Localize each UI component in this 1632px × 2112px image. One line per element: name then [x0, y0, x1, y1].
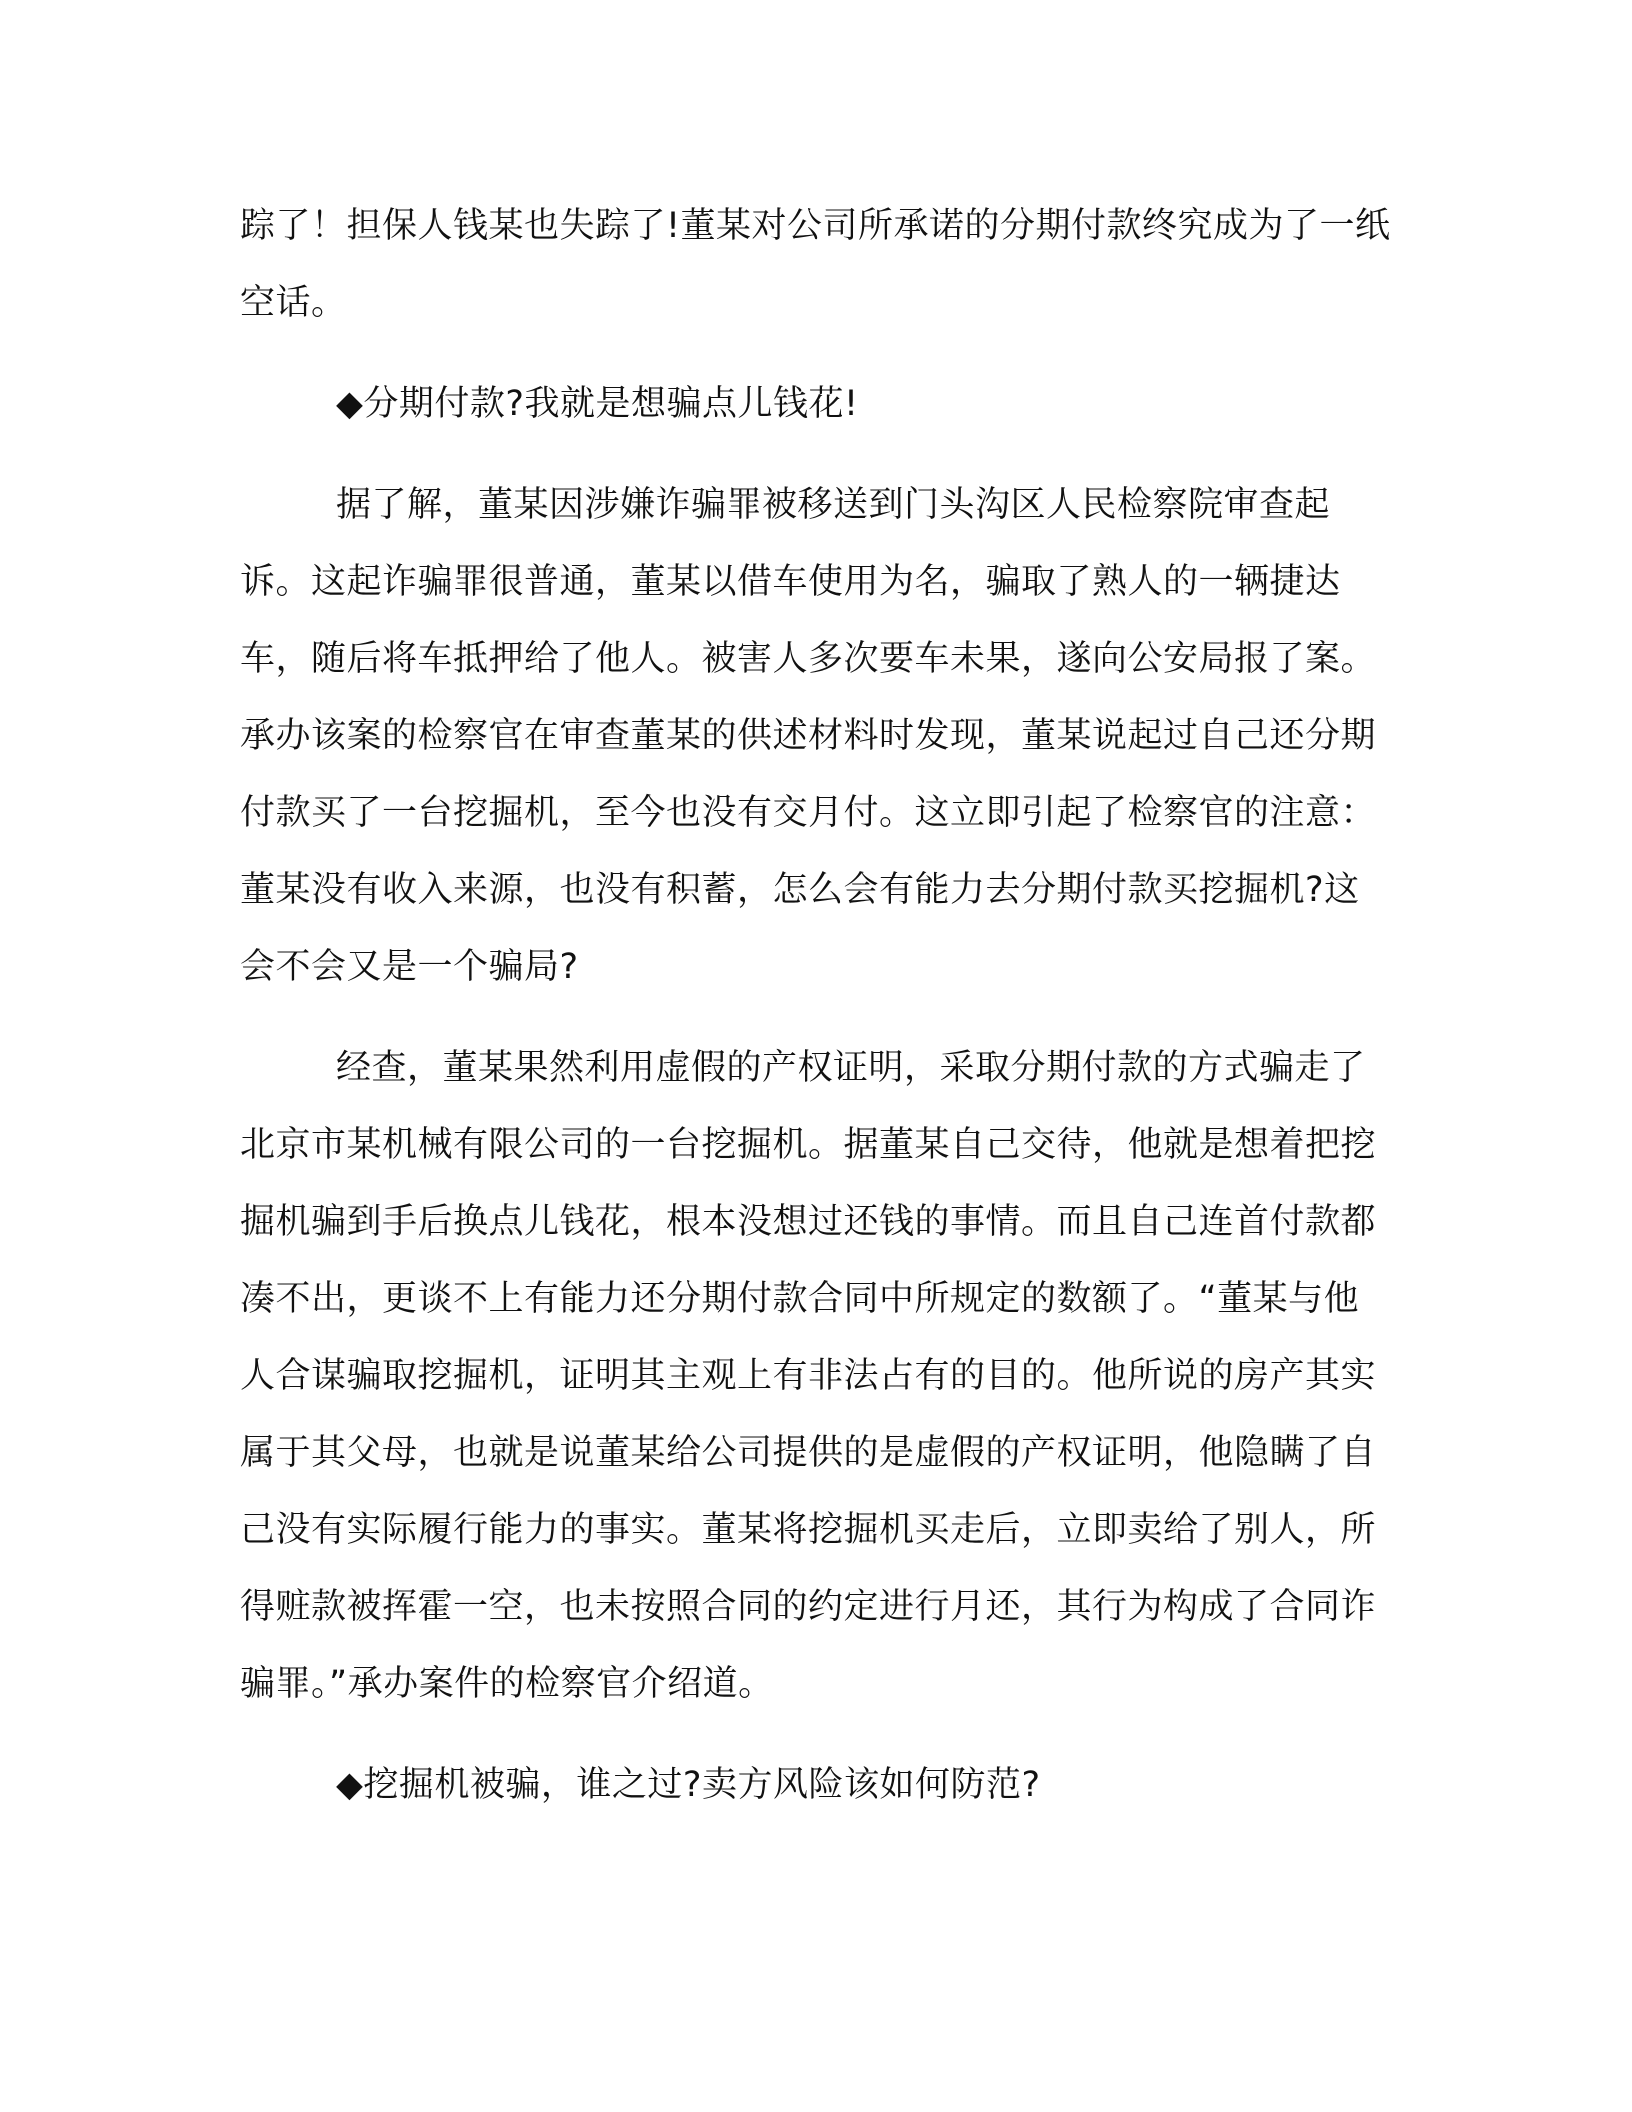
paragraph-gap: [240, 1723, 1392, 1747]
paragraph-gap: [240, 1006, 1392, 1030]
continuation-paragraph: 踪了！担保人钱某也失踪了!董某对公司所承诺的分期付款终究成为了一纸空话。: [240, 206, 1391, 323]
paragraph-gap: [240, 342, 1392, 366]
document-body: [240, 188, 1392, 1824]
section-heading-risk: ◆挖掘机被骗，谁之过?卖方风险该如何防范?: [336, 1765, 1041, 1805]
paragraph-gap: [240, 443, 1392, 467]
section-heading-installment: ◆分期付款?我就是想骗点儿钱花!: [336, 384, 859, 424]
body-paragraph-findings: 经查，董某果然利用虚假的产权证明，采取分期付款的方式骗走了北京市某机械有限公司的一台挖掘机。据董某自己交待，他就是想着把挖掘机骗到手后换点儿钱花，根本没想过还钱的事情。而且自己连首付款都凑不出，更谈不上有能力还分期付款合同中所规定的数额了。“董某与他人合谋骗取挖掘机，证明其主观上有非法占有的目的。他所说的房产其实属于其父母，也就是说董某给公司提供的是虚假的产权证明，他隐瞒了自己没有实际履行能力的事实。董某将挖掘机买走后，立即卖给了别人，所得赃款被挥霍一空，也未按照合同的约定进行月还，其行为构成了合同诈骗罪。”承办案件的检察官介绍道。: [240, 1048, 1377, 1704]
body-paragraph-investigation: 据了解，董某因涉嫌诈骗罪被移送到门头沟区人民检察院审查起诉。这起诈骗罪很普通，董某以借车使用为名，骗取了熟人的一辆捷达车，随后将车抵押给了他人。被害人多次要车未果，遂向公安局报了案。承办该案的检察官在审查董某的供述材料时发现，董某说起过自己还分期付款买了一台挖掘机，至今也没有交月付。这立即引起了检察官的注意：董某没有收入来源，也没有积蓄，怎么会有能力去分期付款买挖掘机?这会不会又是一个骗局?: [240, 485, 1377, 987]
